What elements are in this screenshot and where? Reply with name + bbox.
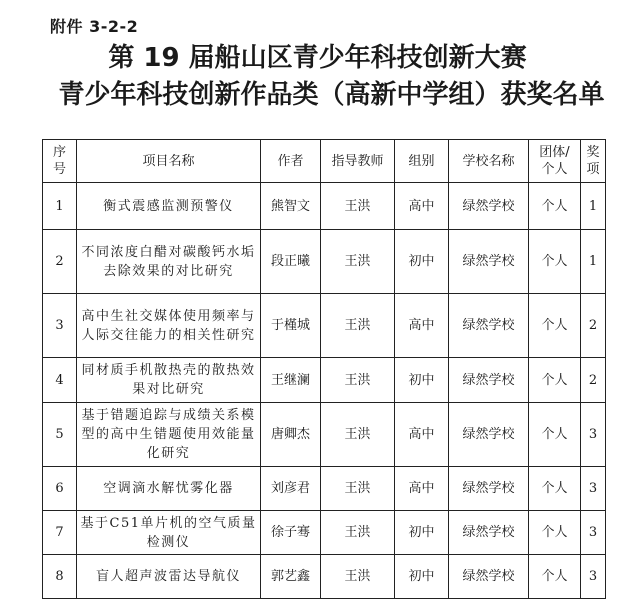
table-row: [43, 183, 606, 230]
cell-seq: 7: [43, 511, 77, 555]
attachment-label: 附件 3-2-2: [50, 17, 139, 36]
cell-type: 个人: [529, 403, 581, 467]
cell-group: 高中: [395, 403, 449, 467]
cell-seq: 2: [43, 230, 77, 294]
header-award: 奖 项: [581, 140, 606, 183]
cell-school: 绿然学校: [449, 555, 529, 599]
cell-author: 于槿城: [261, 294, 321, 358]
cell-author: 徐子骞: [261, 511, 321, 555]
cell-school: 绿然学校: [449, 467, 529, 511]
table-row: [43, 403, 606, 467]
cell-teacher: 王洪: [321, 294, 395, 358]
cell-seq: 5: [43, 403, 77, 467]
cell-type: 个人: [529, 511, 581, 555]
cell-award: 3: [581, 511, 606, 555]
cell-author: 熊智文: [261, 183, 321, 230]
cell-group: 高中: [395, 183, 449, 230]
cell-author: 王继澜: [261, 358, 321, 403]
cell-award: 2: [581, 358, 606, 403]
cell-award: 3: [581, 555, 606, 599]
cell-group: 初中: [395, 358, 449, 403]
header-school: 学校名称: [449, 140, 529, 183]
table-header-row: [43, 140, 606, 183]
cell-group: 初中: [395, 555, 449, 599]
cell-teacher: 王洪: [321, 403, 395, 467]
cell-project: 高中生社交媒体使用频率与人际交往能力的相关性研究: [77, 294, 261, 358]
header-seq: 序 号: [43, 140, 77, 183]
table-row: [43, 230, 606, 294]
header-type: 团体/ 个人: [529, 140, 581, 183]
cell-school: 绿然学校: [449, 183, 529, 230]
cell-school: 绿然学校: [449, 294, 529, 358]
cell-project: 同材质手机散热壳的散热效果对比研究: [77, 358, 261, 403]
cell-group: 高中: [395, 294, 449, 358]
cell-type: 个人: [529, 358, 581, 403]
cell-teacher: 王洪: [321, 183, 395, 230]
cell-teacher: 王洪: [321, 230, 395, 294]
cell-teacher: 王洪: [321, 358, 395, 403]
cell-seq: 4: [43, 358, 77, 403]
cell-teacher: 王洪: [321, 511, 395, 555]
cell-type: 个人: [529, 467, 581, 511]
cell-school: 绿然学校: [449, 511, 529, 555]
table-row: [43, 358, 606, 403]
page-subtitle: 青少年科技创新作品类（高新中学组）获奖名单: [58, 80, 605, 110]
page-title: 第 19 届船山区青少年科技创新大赛: [108, 43, 527, 73]
cell-project: 基于C51单片机的空气质量检测仪: [77, 511, 261, 555]
header-group: 组别: [395, 140, 449, 183]
cell-award: 2: [581, 294, 606, 358]
cell-author: 唐卿杰: [261, 403, 321, 467]
header-project: 项目名称: [77, 140, 261, 183]
cell-project: 基于错题追踪与成绩关系模型的高中生错题使用效能量化研究: [77, 403, 261, 467]
awards-table: [42, 139, 606, 599]
cell-award: 1: [581, 183, 606, 230]
cell-seq: 1: [43, 183, 77, 230]
header-teacher: 指导教师: [321, 140, 395, 183]
cell-school: 绿然学校: [449, 358, 529, 403]
cell-project: 盲人超声波雷达导航仪: [77, 555, 261, 599]
cell-seq: 6: [43, 467, 77, 511]
cell-award: 3: [581, 403, 606, 467]
cell-project: 不同浓度白醋对碳酸钙水垢去除效果的对比研究: [77, 230, 261, 294]
table-row: [43, 294, 606, 358]
cell-award: 3: [581, 467, 606, 511]
cell-teacher: 王洪: [321, 467, 395, 511]
cell-author: 刘彦君: [261, 467, 321, 511]
cell-author: 段正曦: [261, 230, 321, 294]
cell-type: 个人: [529, 555, 581, 599]
cell-type: 个人: [529, 294, 581, 358]
cell-teacher: 王洪: [321, 555, 395, 599]
cell-award: 1: [581, 230, 606, 294]
cell-type: 个人: [529, 183, 581, 230]
cell-author: 郭艺鑫: [261, 555, 321, 599]
cell-project: 空调滴水解忧雾化器: [77, 467, 261, 511]
cell-seq: 8: [43, 555, 77, 599]
cell-group: 高中: [395, 467, 449, 511]
header-author: 作者: [261, 140, 321, 183]
cell-type: 个人: [529, 230, 581, 294]
table-row: [43, 555, 606, 599]
table-row: [43, 467, 606, 511]
cell-project: 衡式震感监测预警仪: [77, 183, 261, 230]
cell-group: 初中: [395, 511, 449, 555]
cell-school: 绿然学校: [449, 403, 529, 467]
cell-group: 初中: [395, 230, 449, 294]
cell-school: 绿然学校: [449, 230, 529, 294]
cell-seq: 3: [43, 294, 77, 358]
table-row: [43, 511, 606, 555]
